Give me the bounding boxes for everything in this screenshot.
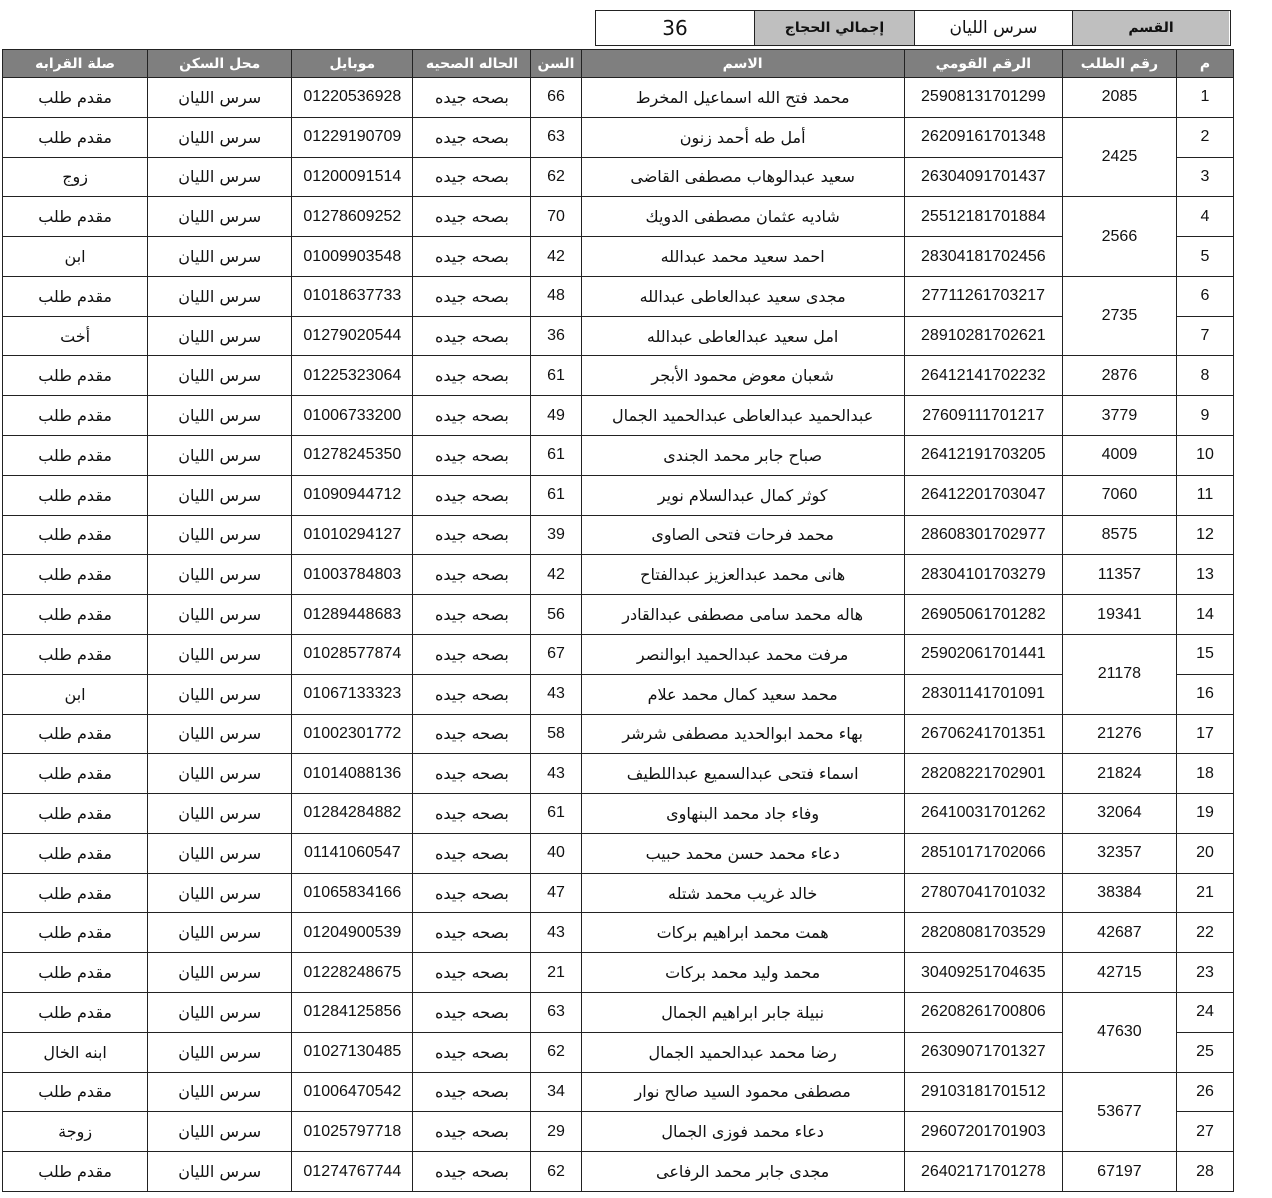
cell-age: 43	[531, 674, 581, 714]
cell-health: بصحه جيده	[413, 595, 531, 635]
cell-age: 42	[531, 555, 581, 595]
cell-health: بصحه جيده	[413, 1152, 531, 1192]
cell-residence: سرس الليان	[148, 515, 292, 555]
cell-relation: مقدم طلب	[3, 117, 148, 157]
cell-health: بصحه جيده	[413, 992, 531, 1032]
cell-mobile: 01018637733	[292, 276, 413, 316]
table-row	[3, 436, 1234, 476]
cell-name: مجدى جابر محمد الرفاعى	[581, 1152, 904, 1192]
cell-relation: زوجة	[3, 1112, 148, 1152]
cell-request-no: 21276	[1062, 714, 1176, 754]
table-row	[3, 595, 1234, 635]
cell-mobile: 01278245350	[292, 436, 413, 476]
table-row	[3, 674, 1234, 714]
cell-residence: سرس الليان	[148, 634, 292, 674]
table-row	[3, 475, 1234, 515]
cell-request-no: 3779	[1062, 396, 1176, 436]
cell-national-id: 26905061701282	[904, 595, 1062, 635]
cell-health: بصحه جيده	[413, 515, 531, 555]
cell-name: عبدالحميد عبدالعاطى عبدالحميد الجمال	[581, 396, 904, 436]
cell-health: بصحه جيده	[413, 117, 531, 157]
cell-age: 62	[531, 1032, 581, 1072]
cell-name: شعبان معوض محمود الأبجر	[581, 356, 904, 396]
col-index-header: م	[1176, 50, 1233, 78]
cell-national-id: 28301141701091	[904, 674, 1062, 714]
cell-mobile: 01002301772	[292, 714, 413, 754]
cell-age: 62	[531, 1152, 581, 1192]
cell-name: هاله محمد سامى مصطفى عبدالقادر	[581, 595, 904, 635]
cell-request-no: 2735	[1062, 276, 1176, 356]
table-row	[3, 276, 1234, 316]
cell-health: بصحه جيده	[413, 396, 531, 436]
cell-health: بصحه جيده	[413, 1072, 531, 1112]
cell-relation: مقدم طلب	[3, 794, 148, 834]
cell-health: بصحه جيده	[413, 833, 531, 873]
cell-health: بصحه جيده	[413, 913, 531, 953]
cell-name: مرفت محمد عبدالحميد ابوالنصر	[581, 634, 904, 674]
cell-relation: زوج	[3, 157, 148, 197]
cell-age: 56	[531, 595, 581, 635]
cell-national-id: 28208081703529	[904, 913, 1062, 953]
cell-request-no: 7060	[1062, 475, 1176, 515]
cell-relation: مقدم طلب	[3, 913, 148, 953]
cell-index: 5	[1176, 237, 1233, 277]
cell-health: بصحه جيده	[413, 78, 531, 118]
cell-mobile: 01284284882	[292, 794, 413, 834]
cell-age: 49	[531, 396, 581, 436]
cell-request-no: 38384	[1062, 873, 1176, 913]
cell-health: بصحه جيده	[413, 276, 531, 316]
cell-health: بصحه جيده	[413, 157, 531, 197]
cell-name: محمد سعيد كمال محمد علام	[581, 674, 904, 714]
cell-request-no: 53677	[1062, 1072, 1176, 1152]
cell-mobile: 01228248675	[292, 953, 413, 993]
cell-national-id: 26412191703205	[904, 436, 1062, 476]
cell-mobile: 01090944712	[292, 475, 413, 515]
cell-index: 27	[1176, 1112, 1233, 1152]
col-health-header: الحاله الصحيه	[413, 50, 531, 78]
cell-national-id: 26706241701351	[904, 714, 1062, 754]
cell-age: 39	[531, 515, 581, 555]
cell-mobile: 01279020544	[292, 316, 413, 356]
cell-national-id: 29607201701903	[904, 1112, 1062, 1152]
cell-age: 42	[531, 237, 581, 277]
cell-residence: سرس الليان	[148, 237, 292, 277]
cell-national-id: 26410031701262	[904, 794, 1062, 834]
cell-index: 9	[1176, 396, 1233, 436]
cell-mobile: 01065834166	[292, 873, 413, 913]
cell-national-id: 28910281702621	[904, 316, 1062, 356]
cell-age: 67	[531, 634, 581, 674]
cell-health: بصحه جيده	[413, 1032, 531, 1072]
cell-index: 6	[1176, 276, 1233, 316]
cell-index: 20	[1176, 833, 1233, 873]
cell-index: 13	[1176, 555, 1233, 595]
cell-index: 3	[1176, 157, 1233, 197]
cell-index: 7	[1176, 316, 1233, 356]
cell-national-id: 26304091701437	[904, 157, 1062, 197]
table-row	[3, 754, 1234, 794]
cell-name: مجدى سعيد عبدالعاطى عبدالله	[581, 276, 904, 316]
cell-health: بصحه جيده	[413, 1112, 531, 1152]
cell-age: 61	[531, 356, 581, 396]
cell-national-id: 26209161701348	[904, 117, 1062, 157]
cell-request-no: 2085	[1062, 78, 1176, 118]
col-request-no-header: رقم الطلب	[1062, 50, 1176, 78]
cell-name: رضا محمد عبدالحميد الجمال	[581, 1032, 904, 1072]
cell-relation: مقدم طلب	[3, 754, 148, 794]
cell-relation: ابن	[3, 237, 148, 277]
table-header-row	[3, 50, 1234, 78]
cell-residence: سرس الليان	[148, 833, 292, 873]
cell-national-id: 26309071701327	[904, 1032, 1062, 1072]
cell-relation: مقدم طلب	[3, 515, 148, 555]
cell-request-no: 32357	[1062, 833, 1176, 873]
cell-request-no: 21178	[1062, 634, 1176, 714]
summary-header	[595, 10, 1231, 46]
cell-request-no: 42687	[1062, 913, 1176, 953]
cell-mobile: 01028577874	[292, 634, 413, 674]
cell-national-id: 28608301702977	[904, 515, 1062, 555]
cell-mobile: 01278609252	[292, 197, 413, 237]
pilgrims-table	[2, 49, 1234, 1192]
cell-mobile: 01274767744	[292, 1152, 413, 1192]
col-age-header: السن	[531, 50, 581, 78]
cell-relation: مقدم طلب	[3, 78, 148, 118]
cell-request-no: 2876	[1062, 356, 1176, 396]
cell-request-no: 4009	[1062, 436, 1176, 476]
cell-age: 43	[531, 913, 581, 953]
cell-national-id: 30409251704635	[904, 953, 1062, 993]
table-row	[3, 157, 1234, 197]
cell-age: 43	[531, 754, 581, 794]
cell-national-id: 25908131701299	[904, 78, 1062, 118]
table-row	[3, 794, 1234, 834]
cell-national-id: 26402171701278	[904, 1152, 1062, 1192]
cell-health: بصحه جيده	[413, 237, 531, 277]
table-row	[3, 953, 1234, 993]
cell-mobile: 01014088136	[292, 754, 413, 794]
cell-name: هانى محمد عبدالعزيز عبدالفتاح	[581, 555, 904, 595]
cell-relation: مقدم طلب	[3, 992, 148, 1032]
table-row	[3, 396, 1234, 436]
cell-index: 24	[1176, 992, 1233, 1032]
cell-health: بصحه جيده	[413, 794, 531, 834]
table-row	[3, 515, 1234, 555]
cell-mobile: 01067133323	[292, 674, 413, 714]
cell-national-id: 28304181702456	[904, 237, 1062, 277]
cell-name: محمد فرحات فتحى الصاوى	[581, 515, 904, 555]
table-row	[3, 237, 1234, 277]
cell-mobile: 01204900539	[292, 913, 413, 953]
cell-name: دعاء محمد حسن محمد حبيب	[581, 833, 904, 873]
cell-national-id: 25512181701884	[904, 197, 1062, 237]
cell-residence: سرس الليان	[148, 356, 292, 396]
cell-residence: سرس الليان	[148, 1072, 292, 1112]
cell-residence: سرس الليان	[148, 794, 292, 834]
table-row	[3, 714, 1234, 754]
cell-national-id: 26412201703047	[904, 475, 1062, 515]
cell-health: بصحه جيده	[413, 634, 531, 674]
cell-age: 36	[531, 316, 581, 356]
department-label: القسم	[1072, 11, 1229, 45]
cell-mobile: 01006733200	[292, 396, 413, 436]
cell-mobile: 01289448683	[292, 595, 413, 635]
cell-index: 8	[1176, 356, 1233, 396]
cell-name: خالد غريب محمد شتله	[581, 873, 904, 913]
cell-residence: سرس الليان	[148, 117, 292, 157]
cell-age: 58	[531, 714, 581, 754]
cell-residence: سرس الليان	[148, 1032, 292, 1072]
col-mobile-header: موبايل	[292, 50, 413, 78]
cell-name: احمد سعيد محمد عبدالله	[581, 237, 904, 277]
cell-age: 47	[531, 873, 581, 913]
cell-health: بصحه جيده	[413, 475, 531, 515]
cell-age: 70	[531, 197, 581, 237]
cell-health: بصحه جيده	[413, 436, 531, 476]
cell-index: 19	[1176, 794, 1233, 834]
cell-health: بصحه جيده	[413, 316, 531, 356]
cell-name: همت محمد ابراهيم بركات	[581, 913, 904, 953]
cell-relation: مقدم طلب	[3, 634, 148, 674]
cell-request-no: 2425	[1062, 117, 1176, 197]
cell-health: بصحه جيده	[413, 714, 531, 754]
cell-index: 10	[1176, 436, 1233, 476]
cell-national-id: 27609111701217	[904, 396, 1062, 436]
table-row	[3, 833, 1234, 873]
cell-residence: سرس الليان	[148, 674, 292, 714]
cell-national-id: 28510171702066	[904, 833, 1062, 873]
cell-residence: سرس الليان	[148, 157, 292, 197]
cell-health: بصحه جيده	[413, 356, 531, 396]
cell-relation: مقدم طلب	[3, 436, 148, 476]
cell-residence: سرس الليان	[148, 754, 292, 794]
col-residence-header: محل السكن	[148, 50, 292, 78]
cell-name: مصطفى محمود السيد صالح نوار	[581, 1072, 904, 1112]
cell-residence: سرس الليان	[148, 436, 292, 476]
cell-age: 61	[531, 436, 581, 476]
cell-mobile: 01027130485	[292, 1032, 413, 1072]
cell-national-id: 26208261700806	[904, 992, 1062, 1032]
cell-residence: سرس الليان	[148, 276, 292, 316]
cell-name: سعيد عبدالوهاب مصطفى القاضى	[581, 157, 904, 197]
cell-name: بهاء محمد ابوالحديد مصطفى شرشر	[581, 714, 904, 754]
table-row	[3, 1072, 1234, 1112]
cell-mobile: 01025797718	[292, 1112, 413, 1152]
table-row	[3, 78, 1234, 118]
cell-request-no: 8575	[1062, 515, 1176, 555]
cell-age: 63	[531, 992, 581, 1032]
table-row	[3, 316, 1234, 356]
cell-residence: سرس الليان	[148, 78, 292, 118]
cell-mobile: 01225323064	[292, 356, 413, 396]
cell-relation: أخت	[3, 316, 148, 356]
cell-national-id: 26412141702232	[904, 356, 1062, 396]
col-name-header: الاسم	[581, 50, 904, 78]
cell-mobile: 01141060547	[292, 833, 413, 873]
cell-request-no: 42715	[1062, 953, 1176, 993]
cell-residence: سرس الليان	[148, 873, 292, 913]
cell-relation: مقدم طلب	[3, 276, 148, 316]
cell-relation: مقدم طلب	[3, 595, 148, 635]
cell-index: 14	[1176, 595, 1233, 635]
cell-request-no: 2566	[1062, 197, 1176, 277]
cell-age: 61	[531, 475, 581, 515]
cell-relation: مقدم طلب	[3, 356, 148, 396]
cell-age: 62	[531, 157, 581, 197]
table-row	[3, 913, 1234, 953]
cell-mobile: 01229190709	[292, 117, 413, 157]
table-row	[3, 197, 1234, 237]
cell-mobile: 01220536928	[292, 78, 413, 118]
cell-residence: سرس الليان	[148, 197, 292, 237]
cell-request-no: 19341	[1062, 595, 1176, 635]
cell-relation: مقدم طلب	[3, 1072, 148, 1112]
cell-request-no: 11357	[1062, 555, 1176, 595]
cell-index: 15	[1176, 634, 1233, 674]
cell-mobile: 01010294127	[292, 515, 413, 555]
cell-name: محمد فتح الله اسماعيل المخرط	[581, 78, 904, 118]
cell-relation: مقدم طلب	[3, 197, 148, 237]
cell-name: وفاء جاد محمد البنهاوى	[581, 794, 904, 834]
cell-relation: مقدم طلب	[3, 396, 148, 436]
cell-request-no: 21824	[1062, 754, 1176, 794]
table-body	[3, 78, 1234, 1192]
cell-age: 48	[531, 276, 581, 316]
cell-residence: سرس الليان	[148, 1152, 292, 1192]
cell-relation: مقدم طلب	[3, 873, 148, 913]
cell-mobile: 01284125856	[292, 992, 413, 1032]
table-row	[3, 555, 1234, 595]
cell-residence: سرس الليان	[148, 316, 292, 356]
cell-health: بصحه جيده	[413, 754, 531, 794]
cell-mobile: 01003784803	[292, 555, 413, 595]
cell-index: 22	[1176, 913, 1233, 953]
cell-residence: سرس الليان	[148, 475, 292, 515]
cell-residence: سرس الليان	[148, 1112, 292, 1152]
cell-age: 29	[531, 1112, 581, 1152]
table-row	[3, 634, 1234, 674]
cell-national-id: 28304101703279	[904, 555, 1062, 595]
cell-name: صباح جابر محمد الجندى	[581, 436, 904, 476]
cell-health: بصحه جيده	[413, 873, 531, 913]
cell-relation: مقدم طلب	[3, 953, 148, 993]
cell-index: 2	[1176, 117, 1233, 157]
cell-index: 4	[1176, 197, 1233, 237]
cell-index: 16	[1176, 674, 1233, 714]
col-national-id-header: الرقم القومي	[904, 50, 1062, 78]
table-row	[3, 117, 1234, 157]
cell-relation: مقدم طلب	[3, 475, 148, 515]
cell-residence: سرس الليان	[148, 992, 292, 1032]
cell-residence: سرس الليان	[148, 555, 292, 595]
cell-relation: مقدم طلب	[3, 1152, 148, 1192]
cell-residence: سرس الليان	[148, 595, 292, 635]
cell-name: اسماء فتحى عبدالسميع عبداللطيف	[581, 754, 904, 794]
cell-age: 40	[531, 833, 581, 873]
cell-index: 1	[1176, 78, 1233, 118]
cell-index: 17	[1176, 714, 1233, 754]
cell-request-no: 67197	[1062, 1152, 1176, 1192]
cell-national-id: 28208221702901	[904, 754, 1062, 794]
cell-residence: سرس الليان	[148, 953, 292, 993]
cell-national-id: 27807041701032	[904, 873, 1062, 913]
cell-health: بصحه جيده	[413, 197, 531, 237]
cell-relation: ابن	[3, 674, 148, 714]
cell-index: 25	[1176, 1032, 1233, 1072]
cell-national-id: 29103181701512	[904, 1072, 1062, 1112]
cell-age: 34	[531, 1072, 581, 1112]
cell-relation: مقدم طلب	[3, 833, 148, 873]
cell-age: 66	[531, 78, 581, 118]
cell-name: أمل طه أحمد زنون	[581, 117, 904, 157]
cell-relation: مقدم طلب	[3, 555, 148, 595]
cell-national-id: 27711261703217	[904, 276, 1062, 316]
cell-national-id: 25902061701441	[904, 634, 1062, 674]
table-row	[3, 1032, 1234, 1072]
table-row	[3, 992, 1234, 1032]
cell-name: دعاء محمد فوزى الجمال	[581, 1112, 904, 1152]
cell-relation: مقدم طلب	[3, 714, 148, 754]
cell-index: 21	[1176, 873, 1233, 913]
cell-name: محمد وليد محمد بركات	[581, 953, 904, 993]
cell-residence: سرس الليان	[148, 714, 292, 754]
table-row	[3, 1112, 1234, 1152]
cell-name: امل سعيد عبدالعاطى عبدالله	[581, 316, 904, 356]
col-relation-header: صلة القرابه	[3, 50, 148, 78]
cell-index: 12	[1176, 515, 1233, 555]
table-row	[3, 356, 1234, 396]
table-row	[3, 873, 1234, 913]
cell-relation: ابنه الخال	[3, 1032, 148, 1072]
cell-age: 63	[531, 117, 581, 157]
cell-residence: سرس الليان	[148, 396, 292, 436]
cell-index: 23	[1176, 953, 1233, 993]
cell-index: 26	[1176, 1072, 1233, 1112]
total-pilgrims-value: 36	[662, 16, 688, 40]
cell-name: كوثر كمال عبدالسلام نوير	[581, 475, 904, 515]
cell-mobile: 01009903548	[292, 237, 413, 277]
total-pilgrims-label: إجمالي الحجاج	[754, 11, 914, 45]
cell-name: شاديه عثمان مصطفى الدويك	[581, 197, 904, 237]
cell-mobile: 01200091514	[292, 157, 413, 197]
cell-index: 18	[1176, 754, 1233, 794]
cell-index: 11	[1176, 475, 1233, 515]
table-row	[3, 1152, 1234, 1192]
department-value: سرس الليان	[914, 11, 1072, 45]
cell-health: بصحه جيده	[413, 953, 531, 993]
cell-age: 61	[531, 794, 581, 834]
cell-request-no: 47630	[1062, 992, 1176, 1072]
cell-index: 28	[1176, 1152, 1233, 1192]
cell-health: بصحه جيده	[413, 555, 531, 595]
cell-residence: سرس الليان	[148, 913, 292, 953]
cell-age: 21	[531, 953, 581, 993]
cell-mobile: 01006470542	[292, 1072, 413, 1112]
cell-health: بصحه جيده	[413, 674, 531, 714]
cell-request-no: 32064	[1062, 794, 1176, 834]
cell-name: نبيلة جابر ابراهيم الجمال	[581, 992, 904, 1032]
